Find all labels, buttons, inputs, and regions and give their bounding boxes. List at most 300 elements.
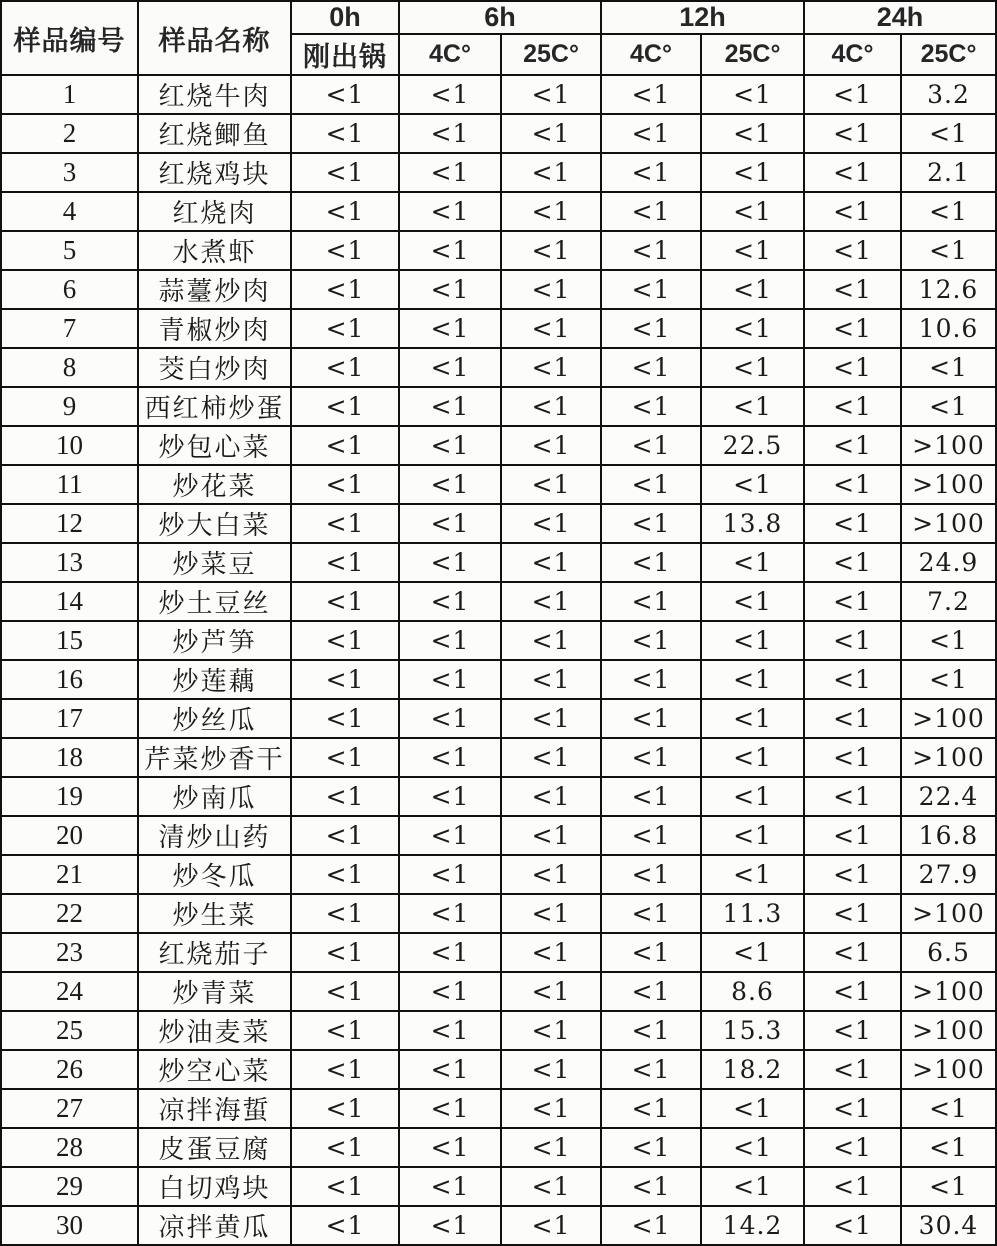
sample-name-cell: 炒南瓜 [138, 777, 291, 816]
value-cell: <1 [501, 1167, 601, 1206]
value-cell: <1 [804, 114, 901, 153]
value-cell: <1 [399, 543, 501, 582]
value-cell: <1 [804, 309, 901, 348]
value-cell: >100 [901, 1011, 996, 1050]
value-cell: <1 [701, 348, 804, 387]
sample-name-cell: 水煮虾 [138, 231, 291, 270]
value-cell: 18.2 [701, 1050, 804, 1089]
value-cell: <1 [701, 114, 804, 153]
value-cell: <1 [601, 114, 701, 153]
value-cell: <1 [804, 1011, 901, 1050]
header-group-12h: 12h [601, 1, 804, 34]
value-cell: <1 [399, 777, 501, 816]
value-cell: <1 [291, 777, 399, 816]
value-cell: <1 [701, 192, 804, 231]
value-cell: <1 [399, 1050, 501, 1089]
value-cell: <1 [501, 75, 601, 114]
value-cell: <1 [399, 1089, 501, 1128]
sample-name-cell: 凉拌黄瓜 [138, 1206, 291, 1245]
value-cell: <1 [804, 231, 901, 270]
value-cell: <1 [804, 153, 901, 192]
sample-name-cell: 青椒炒肉 [138, 309, 291, 348]
sample-id-cell: 25 [1, 1011, 138, 1050]
sample-name-cell: 炒大白菜 [138, 504, 291, 543]
sample-id-cell: 4 [1, 192, 138, 231]
value-cell: <1 [701, 660, 804, 699]
value-cell: <1 [501, 1050, 601, 1089]
value-cell: <1 [804, 777, 901, 816]
table-row [1, 894, 996, 933]
sample-name-cell: 炒土豆丝 [138, 582, 291, 621]
value-cell: <1 [291, 231, 399, 270]
value-cell: <1 [399, 231, 501, 270]
sample-id-cell: 27 [1, 1089, 138, 1128]
sample-id-cell: 20 [1, 816, 138, 855]
value-cell: <1 [701, 1167, 804, 1206]
value-cell: <1 [291, 1089, 399, 1128]
value-cell: 22.5 [701, 426, 804, 465]
sample-id-cell: 23 [1, 933, 138, 972]
sample-id-cell: 19 [1, 777, 138, 816]
value-cell: <1 [501, 738, 601, 777]
value-cell: <1 [601, 504, 701, 543]
value-cell: <1 [291, 1050, 399, 1089]
table-row [1, 933, 996, 972]
value-cell: <1 [601, 543, 701, 582]
value-cell: <1 [501, 582, 601, 621]
value-cell: <1 [901, 660, 996, 699]
table-header [1, 1, 996, 75]
value-cell: <1 [804, 816, 901, 855]
value-cell: <1 [291, 192, 399, 231]
value-cell: <1 [399, 153, 501, 192]
sample-name-cell: 炒花菜 [138, 465, 291, 504]
sample-name-cell: 红烧茄子 [138, 933, 291, 972]
table-row [1, 153, 996, 192]
sample-name-cell: 炒生菜 [138, 894, 291, 933]
value-cell: <1 [501, 309, 601, 348]
value-cell: >100 [901, 465, 996, 504]
value-cell: <1 [701, 465, 804, 504]
value-cell: <1 [399, 309, 501, 348]
sample-name-cell: 炒莲藕 [138, 660, 291, 699]
value-cell: <1 [701, 621, 804, 660]
value-cell: >100 [901, 699, 996, 738]
value-cell: <1 [501, 270, 601, 309]
value-cell: 8.6 [701, 972, 804, 1011]
value-cell: <1 [501, 231, 601, 270]
value-cell: <1 [601, 933, 701, 972]
value-cell: <1 [501, 387, 601, 426]
value-cell: <1 [601, 192, 701, 231]
value-cell: <1 [501, 426, 601, 465]
value-cell: 16.8 [901, 816, 996, 855]
value-cell: <1 [601, 738, 701, 777]
sample-id-cell: 14 [1, 582, 138, 621]
value-cell: <1 [701, 270, 804, 309]
value-cell: <1 [804, 621, 901, 660]
header-24h-25c: 25C° [901, 34, 996, 75]
value-cell: <1 [291, 504, 399, 543]
table-row [1, 1050, 996, 1089]
value-cell: <1 [291, 1011, 399, 1050]
value-cell: <1 [291, 75, 399, 114]
value-cell: <1 [291, 387, 399, 426]
header-6h-4c: 4C° [399, 34, 501, 75]
table-body [1, 75, 996, 1245]
value-cell: <1 [901, 192, 996, 231]
value-cell: <1 [399, 1206, 501, 1245]
sample-id-cell: 15 [1, 621, 138, 660]
value-cell: <1 [804, 972, 901, 1011]
value-cell: <1 [601, 387, 701, 426]
value-cell: <1 [501, 504, 601, 543]
table-row [1, 777, 996, 816]
value-cell: <1 [701, 231, 804, 270]
value-cell: <1 [291, 660, 399, 699]
value-cell: <1 [601, 1128, 701, 1167]
value-cell: <1 [601, 231, 701, 270]
value-cell: <1 [601, 1167, 701, 1206]
sample-name-cell: 炒油麦菜 [138, 1011, 291, 1050]
value-cell: <1 [601, 972, 701, 1011]
value-cell: <1 [501, 855, 601, 894]
value-cell: <1 [901, 621, 996, 660]
table-row [1, 426, 996, 465]
value-cell: <1 [601, 153, 701, 192]
table-row [1, 1089, 996, 1128]
value-cell: <1 [601, 777, 701, 816]
value-cell: 14.2 [701, 1206, 804, 1245]
value-cell: <1 [601, 348, 701, 387]
sample-name-cell: 清炒山药 [138, 816, 291, 855]
value-cell: <1 [291, 621, 399, 660]
sample-id-cell: 9 [1, 387, 138, 426]
header-sample-name: 样品名称 [138, 1, 291, 75]
value-cell: <1 [291, 543, 399, 582]
table-row [1, 738, 996, 777]
value-cell: >100 [901, 738, 996, 777]
value-cell: <1 [291, 153, 399, 192]
value-cell: <1 [399, 114, 501, 153]
table-row [1, 621, 996, 660]
table-row [1, 1128, 996, 1167]
value-cell: <1 [901, 348, 996, 387]
sample-name-cell: 红烧肉 [138, 192, 291, 231]
sample-id-cell: 17 [1, 699, 138, 738]
sample-name-cell: 红烧牛肉 [138, 75, 291, 114]
table-row [1, 114, 996, 153]
sample-name-cell: 炒包心菜 [138, 426, 291, 465]
value-cell: <1 [901, 231, 996, 270]
table-row [1, 1206, 996, 1245]
value-cell: <1 [399, 699, 501, 738]
value-cell: 13.8 [701, 504, 804, 543]
value-cell: <1 [804, 855, 901, 894]
value-cell: <1 [804, 465, 901, 504]
value-cell: <1 [291, 270, 399, 309]
value-cell: <1 [804, 1050, 901, 1089]
value-cell: <1 [901, 1089, 996, 1128]
value-cell: <1 [399, 270, 501, 309]
table-row [1, 192, 996, 231]
header-12h-4c: 4C° [601, 34, 701, 75]
table-row [1, 855, 996, 894]
value-cell: 15.3 [701, 1011, 804, 1050]
value-cell: <1 [804, 933, 901, 972]
value-cell: <1 [701, 816, 804, 855]
value-cell: <1 [399, 1167, 501, 1206]
header-sample-id: 样品编号 [1, 1, 138, 75]
value-cell: <1 [601, 75, 701, 114]
value-cell: <1 [399, 972, 501, 1011]
value-cell: <1 [399, 816, 501, 855]
sample-name-cell: 炒芦笋 [138, 621, 291, 660]
sample-id-cell: 8 [1, 348, 138, 387]
sample-id-cell: 7 [1, 309, 138, 348]
table-row [1, 348, 996, 387]
value-cell: <1 [399, 1011, 501, 1050]
value-cell: <1 [701, 699, 804, 738]
table-row [1, 270, 996, 309]
value-cell: <1 [291, 699, 399, 738]
value-cell: <1 [501, 1128, 601, 1167]
value-cell: <1 [501, 621, 601, 660]
value-cell: <1 [701, 855, 804, 894]
value-cell: 7.2 [901, 582, 996, 621]
sample-name-cell: 蒜薹炒肉 [138, 270, 291, 309]
value-cell: <1 [804, 504, 901, 543]
value-cell: <1 [701, 582, 804, 621]
value-cell: <1 [501, 777, 601, 816]
value-cell: <1 [399, 465, 501, 504]
header-12h-25c: 25C° [701, 34, 804, 75]
value-cell: <1 [804, 270, 901, 309]
value-cell: <1 [501, 699, 601, 738]
value-cell: <1 [399, 855, 501, 894]
sample-name-cell: 皮蛋豆腐 [138, 1128, 291, 1167]
value-cell: <1 [501, 114, 601, 153]
value-cell: <1 [701, 1089, 804, 1128]
value-cell: <1 [901, 387, 996, 426]
sample-name-cell: 炒青菜 [138, 972, 291, 1011]
sample-id-cell: 16 [1, 660, 138, 699]
sample-id-cell: 28 [1, 1128, 138, 1167]
value-cell: <1 [291, 855, 399, 894]
sample-id-cell: 29 [1, 1167, 138, 1206]
sample-name-cell: 炒丝瓜 [138, 699, 291, 738]
header-24h-4c: 4C° [804, 34, 901, 75]
value-cell: <1 [291, 738, 399, 777]
value-cell: <1 [601, 1089, 701, 1128]
value-cell: <1 [701, 543, 804, 582]
value-cell: <1 [804, 426, 901, 465]
value-cell: <1 [501, 192, 601, 231]
value-cell: 24.9 [901, 543, 996, 582]
value-cell: <1 [501, 972, 601, 1011]
value-cell: <1 [399, 894, 501, 933]
value-cell: <1 [291, 1128, 399, 1167]
value-cell: <1 [399, 504, 501, 543]
table-row [1, 504, 996, 543]
table-row [1, 543, 996, 582]
value-cell: <1 [601, 270, 701, 309]
value-cell: <1 [399, 192, 501, 231]
value-cell: <1 [399, 621, 501, 660]
value-cell: <1 [701, 153, 804, 192]
sample-id-cell: 26 [1, 1050, 138, 1089]
value-cell: <1 [501, 894, 601, 933]
value-cell: 27.9 [901, 855, 996, 894]
value-cell: <1 [501, 660, 601, 699]
value-cell: <1 [601, 582, 701, 621]
value-cell: <1 [501, 816, 601, 855]
value-cell: <1 [804, 543, 901, 582]
value-cell: 3.2 [901, 75, 996, 114]
sample-name-cell: 芹菜炒香干 [138, 738, 291, 777]
value-cell: <1 [701, 777, 804, 816]
value-cell: <1 [291, 114, 399, 153]
value-cell: <1 [291, 972, 399, 1011]
value-cell: <1 [501, 153, 601, 192]
value-cell: <1 [804, 387, 901, 426]
sample-id-cell: 13 [1, 543, 138, 582]
sample-id-cell: 24 [1, 972, 138, 1011]
value-cell: <1 [291, 426, 399, 465]
value-cell: >100 [901, 504, 996, 543]
value-cell: <1 [601, 660, 701, 699]
value-cell: <1 [601, 1011, 701, 1050]
value-cell: <1 [399, 348, 501, 387]
sample-name-cell: 炒空心菜 [138, 1050, 291, 1089]
value-cell: 11.3 [701, 894, 804, 933]
value-cell: <1 [701, 387, 804, 426]
value-cell: <1 [804, 1089, 901, 1128]
value-cell: <1 [804, 1206, 901, 1245]
table-row [1, 1167, 996, 1206]
value-cell: <1 [701, 738, 804, 777]
value-cell: <1 [804, 1128, 901, 1167]
value-cell: <1 [501, 1206, 601, 1245]
value-cell: <1 [701, 75, 804, 114]
value-cell: >100 [901, 426, 996, 465]
table-row [1, 1011, 996, 1050]
value-cell: <1 [804, 582, 901, 621]
value-cell: 12.6 [901, 270, 996, 309]
sample-name-cell: 茭白炒肉 [138, 348, 291, 387]
value-cell: <1 [601, 621, 701, 660]
value-cell: >100 [901, 894, 996, 933]
value-cell: <1 [601, 1050, 701, 1089]
sample-id-cell: 1 [1, 75, 138, 114]
value-cell: <1 [501, 543, 601, 582]
sample-id-cell: 10 [1, 426, 138, 465]
value-cell: <1 [901, 1167, 996, 1206]
sample-name-cell: 红烧鲫鱼 [138, 114, 291, 153]
value-cell: <1 [399, 933, 501, 972]
value-cell: 6.5 [901, 933, 996, 972]
value-cell: <1 [501, 465, 601, 504]
value-cell: <1 [601, 894, 701, 933]
value-cell: <1 [804, 738, 901, 777]
header-6h-25c: 25C° [501, 34, 601, 75]
sample-name-cell: 凉拌海蜇 [138, 1089, 291, 1128]
table-row [1, 816, 996, 855]
value-cell: <1 [399, 1128, 501, 1167]
value-cell: <1 [804, 1167, 901, 1206]
value-cell: <1 [601, 816, 701, 855]
header-group-24h: 24h [804, 1, 996, 34]
value-cell: <1 [399, 738, 501, 777]
value-cell: <1 [501, 1089, 601, 1128]
value-cell: <1 [501, 1011, 601, 1050]
value-cell: <1 [291, 1167, 399, 1206]
value-cell: 22.4 [901, 777, 996, 816]
sample-id-cell: 6 [1, 270, 138, 309]
value-cell: <1 [701, 1128, 804, 1167]
value-cell: <1 [701, 933, 804, 972]
value-cell: <1 [399, 387, 501, 426]
value-cell: <1 [291, 465, 399, 504]
value-cell: <1 [804, 75, 901, 114]
value-cell: <1 [291, 309, 399, 348]
header-group-0h: 0h [291, 1, 399, 34]
table-row [1, 309, 996, 348]
value-cell: <1 [701, 309, 804, 348]
sample-name-cell: 西红柿炒蛋 [138, 387, 291, 426]
value-cell: <1 [901, 1128, 996, 1167]
table-row [1, 75, 996, 114]
table-row [1, 699, 996, 738]
value-cell: 2.1 [901, 153, 996, 192]
table-row [1, 465, 996, 504]
value-cell: <1 [901, 114, 996, 153]
sample-id-cell: 11 [1, 465, 138, 504]
value-cell: <1 [804, 348, 901, 387]
sample-name-cell: 白切鸡块 [138, 1167, 291, 1206]
value-cell: <1 [601, 309, 701, 348]
table-row [1, 231, 996, 270]
value-cell: <1 [399, 75, 501, 114]
value-cell: <1 [291, 816, 399, 855]
value-cell: <1 [399, 582, 501, 621]
value-cell: <1 [804, 660, 901, 699]
value-cell: >100 [901, 972, 996, 1011]
value-cell: <1 [291, 894, 399, 933]
value-cell: <1 [804, 894, 901, 933]
sample-id-cell: 12 [1, 504, 138, 543]
sample-id-cell: 2 [1, 114, 138, 153]
header-fresh-out: 刚出锅 [291, 34, 399, 75]
value-cell: <1 [601, 855, 701, 894]
value-cell: 10.6 [901, 309, 996, 348]
value-cell: <1 [601, 699, 701, 738]
value-cell: <1 [601, 1206, 701, 1245]
value-cell: <1 [501, 348, 601, 387]
value-cell: <1 [501, 933, 601, 972]
sample-id-cell: 22 [1, 894, 138, 933]
sample-id-cell: 21 [1, 855, 138, 894]
table-row [1, 660, 996, 699]
value-cell: 30.4 [901, 1206, 996, 1245]
value-cell: <1 [291, 1206, 399, 1245]
value-cell: >100 [901, 1050, 996, 1089]
header-group-6h: 6h [399, 1, 601, 34]
value-cell: <1 [399, 660, 501, 699]
sample-name-cell: 红烧鸡块 [138, 153, 291, 192]
table-row [1, 387, 996, 426]
sample-id-cell: 18 [1, 738, 138, 777]
